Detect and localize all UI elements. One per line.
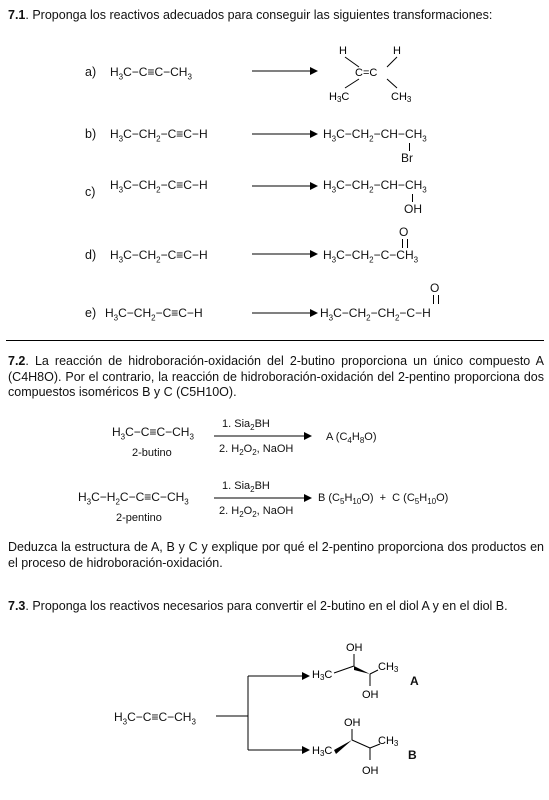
problem-7-2-question: Deduzca la estructura de A, B y C y explique por qué el 2-pentino proporciona dos productos en el proceso de hidroboración-oxidación. [8,540,544,570]
reactant-1-butyne: $H_3C-CH_2-C\equiv C-H$ [110,178,208,195]
problem-7-2-statement [8,354,544,401]
double-bond [433,295,439,304]
substituent-br: Br [401,151,413,165]
svg-text:CH3: CH3 [391,91,412,104]
product-butanal: $H_3C-CH_2-CH_2-C-H$ [320,306,431,323]
substituent-oh: OH [404,202,422,216]
problem-text: . La reacción de hidroboración-oxidación del 2-butino proporciona un único compuesto A (C4H8O). Por el contrario, la reacción de hidroboración-oxidación del 2-pentino proporciona dos compuestos isoméricos B y C (C5H10O). [8,354,544,399]
problem-number: 7.1 [8,8,26,22]
name-2-pentino: 2-pentino [116,512,162,524]
reactant-2-pentino: $H_3C-H_2C-C\equiv C-CH_3$ [78,490,189,507]
problem-number: 7.3 [8,599,26,613]
reactant-2-butyne: $H_3C-C\equiv C-CH_3$ [110,65,192,82]
product-2-butanol: $H_3C-CH_2-CH-CH_3$ [323,178,427,195]
section-divider [6,340,544,341]
name-2-butino: 2-butino [132,447,172,459]
problem-number: 7.2 [8,354,26,368]
oh-label: OH [362,765,379,777]
products-b-c: B $(C_5H_{10}O) + C$ $(C_5H_{10}O)$ [318,492,449,507]
reagent-step-1: 1. Sia$_2$BH [222,480,270,495]
svg-text:CH3: CH3 [378,735,399,748]
reaction-label-b: b) [85,127,97,141]
reaction-label-c: c) [85,185,96,199]
reaction-arrow [212,493,314,503]
bond [412,194,413,202]
reactant-1-butyne: $H_3C-CH_2-C\equiv C-H$ [110,248,208,265]
branching-arrows [216,670,316,780]
svg-text:H3C: H3C [312,745,333,758]
problem-7-3-statement [8,599,544,615]
double-bond [402,239,408,248]
oh-label: OH [362,689,379,701]
reagent-step-1: 1. Sia$_2$BH [222,418,270,433]
cis-2-butene-structure [325,42,435,104]
reaction-arrow [212,431,314,441]
svg-text:H: H [393,45,401,57]
reaction-label-a: a) [85,65,97,79]
problem-text: . Proponga los reactivos necesarios para convertir el 2-butino en el diol A y en el diol B. [25,599,508,613]
oh-label: OH [346,642,363,654]
product-2-butanone: $H_3C-CH_2-C-CH_3$ [323,248,419,265]
diol-a-structure [310,640,430,702]
product-a: A $(C_4H_8O)$ [326,431,377,446]
reaction-arrow [250,248,320,260]
reagent-step-2: 2. $H_2O_2$, NaOH [219,505,294,520]
carbonyl-oxygen: O [399,225,409,239]
svg-text:H3C: H3C [312,669,333,682]
svg-text:H: H [339,45,347,57]
reactant-2-butino: $H_3C-C\equiv C-CH_3$ [114,710,196,727]
reagent-step-2: 2. $H_2O_2$, NaOH [219,443,294,458]
bond [409,143,410,151]
reactant-1-butyne: $H_3C-CH_2-C\equiv C-H$ [110,127,208,144]
svg-text:CH3: CH3 [378,661,399,674]
reaction-arrow [250,128,320,140]
svg-text:C=C: C=C [355,67,378,79]
label-b: B [408,748,417,762]
reaction-arrow [250,307,320,319]
product-2-bromobutane: $H_3C-CH_2-CH-CH_3$ [323,127,427,144]
reaction-label-e: e) [85,306,97,320]
carbonyl-oxygen: O [430,281,440,295]
reactant-1-butyne: $H_3C-CH_2-C\equiv C-H$ [105,306,203,323]
problem-7-1-statement [8,8,544,24]
svg-text:H3C: H3C [329,91,350,104]
reaction-label-d: d) [85,248,97,262]
oh-label: OH [344,717,361,729]
reaction-arrow [250,65,320,77]
reactant-2-butino: $H_3C-C\equiv C-CH_3$ [112,425,194,442]
label-a: A [410,674,419,688]
reaction-arrow [250,180,320,192]
problem-text: . Proponga los reactivos adecuados para conseguir las siguientes transformaciones: [25,8,493,22]
